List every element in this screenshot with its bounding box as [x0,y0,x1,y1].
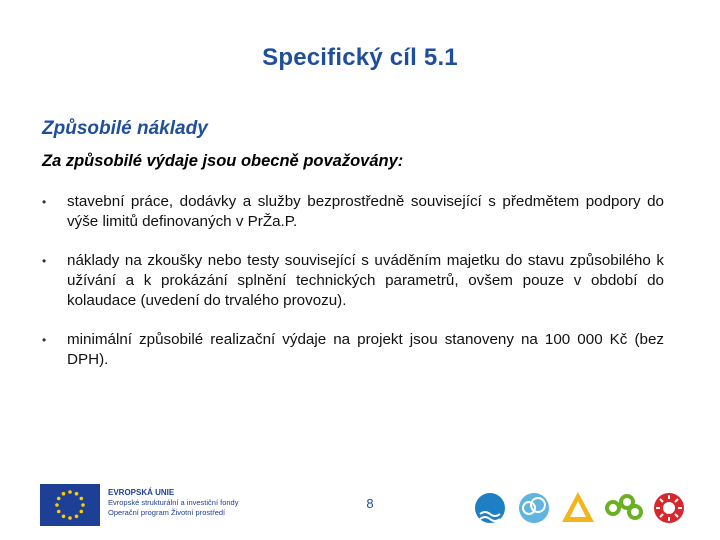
section-heading: Způsobilé náklady [42,118,208,139]
water-drop-icon [475,493,505,523]
cloud-icon [519,493,549,523]
program-icons [472,488,692,528]
bullet-text: stavební práce, dodávky a služby bezprostředně související s předmětem podpory do výše limitů definovaných v PrŽa.P. [67,193,664,230]
eu-text-block [108,488,238,518]
eu-line-1: EVROPSKÁ UNIE [108,488,175,497]
bullet-icon: • [42,254,47,268]
warning-triangle-icon [562,492,594,522]
eu-flag-icon [40,484,100,526]
bullet-icon: • [42,195,47,209]
eu-line-2: Evropské strukturální a investiční fondy [108,498,239,507]
list-item [42,330,664,370]
bullet-icon: • [42,333,47,347]
list-item [42,192,664,232]
page-number: 8 [366,496,374,511]
slide-title: Specifický cíl 5.1 [262,44,458,71]
sun-icon [654,493,684,523]
eu-line-3: Operační program Životní prostředí [108,508,226,517]
list-item [42,251,664,311]
bullet-text: náklady na zkoušky nebo testy související s uváděním majetku do stavu způsobilého k užívání a k prokázání splnění technických parametrů, ovšem pouze v období do kolaudace (uvedení do trvalého provozu). [67,252,664,309]
intro-text: Za způsobilé výdaje jsou obecně považovány: [42,152,404,170]
bullet-text: minimální způsobilé realizační výdaje na projekt jsou stanoveny na 100 000 Kč (bez DPH). [67,331,664,368]
bullet-list [42,192,664,389]
footer [0,478,720,538]
trees-icon [605,494,643,520]
